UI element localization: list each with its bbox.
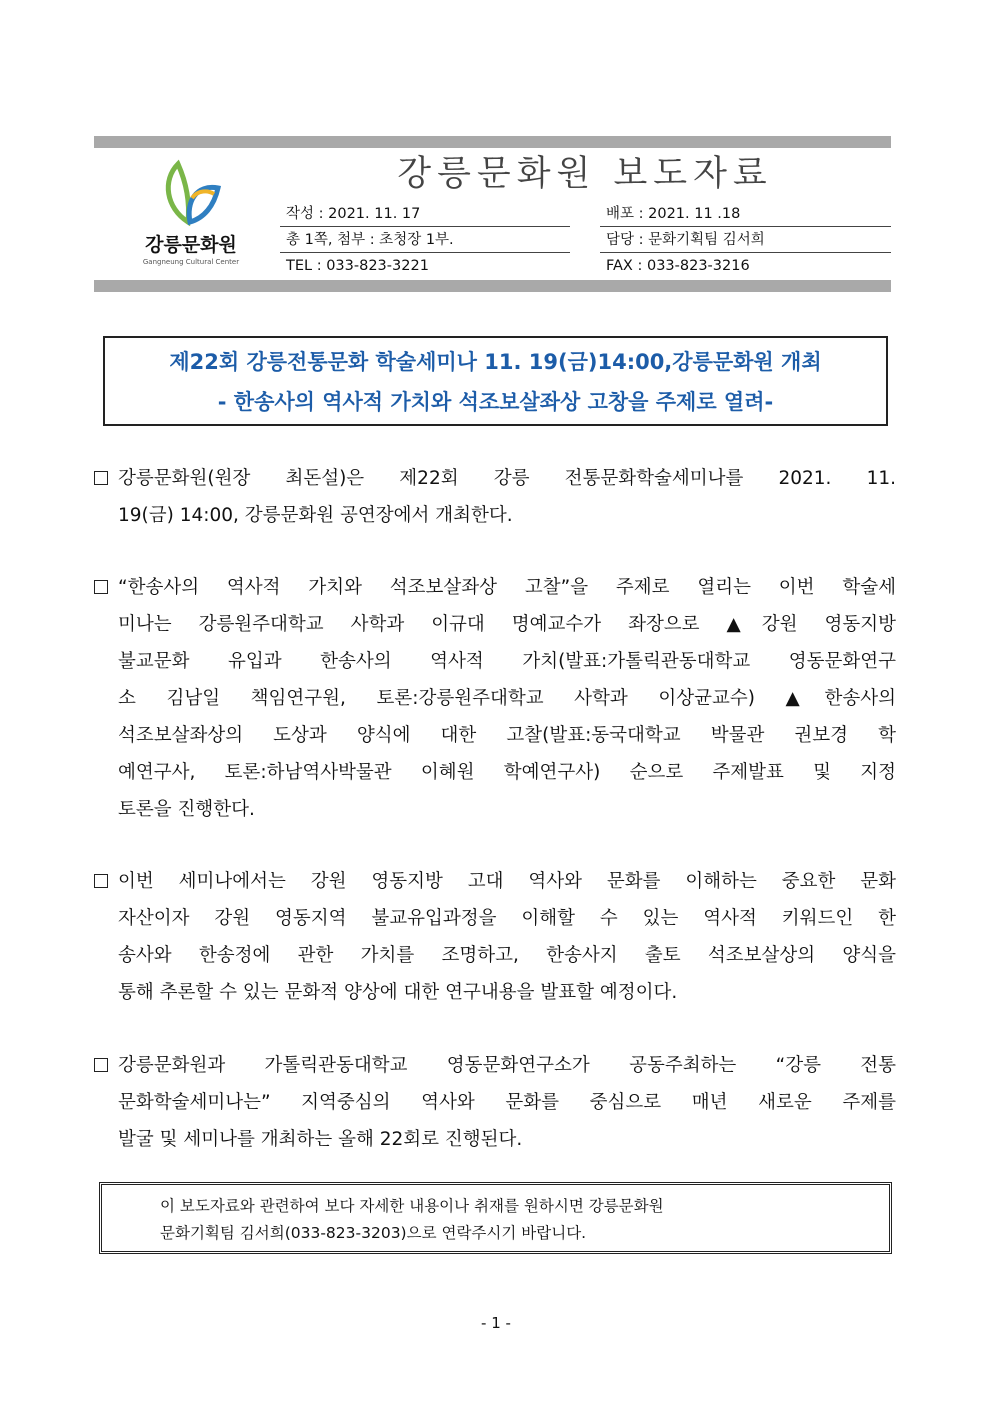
contact-line: 문화기획팀 김서희(033-823-3203)으로 연락주시기 바랍니다. [160,1224,587,1242]
checkbox-square-icon [94,471,108,485]
paragraph-1 [94,460,896,534]
paragraph-line: “한송사의 역사적 가치와 석조보살좌상 고찰”을 주제로 열리는 이번 학술세 [118,577,896,598]
paragraph-line: 강릉문화원(원장 최돈설)은 제22회 강릉 전통문화학술세미나를 2021. 11. [118,468,896,489]
logo-name: 강릉문화원 [145,234,237,256]
distributed-date: 배포 : 2021. 11 .18 [600,201,891,227]
checkbox-square-icon [94,1058,108,1072]
paragraph-4 [94,1047,896,1158]
paragraph-line: 석조보살좌상의 도상과 양식에 대한 고찰(발표:동국대학교 박물관 권보경 학 [118,725,896,746]
pages-info: 총 1쪽, 첨부 : 초청장 1부. [280,227,570,253]
contact-line: 이 보도자료와 관련하여 보다 자세한 내용이나 취재를 원하시면 강릉문화원 [160,1197,664,1215]
paragraph-line: 자산이자 강원 영동지역 불교유입과정을 이해할 수 있는 역사적 키워드인 한 [118,908,896,929]
tel-number: TEL : 033-823-3221 [286,258,429,274]
contact-person: 담당 : 문화기획팀 김서희 [600,227,891,253]
paragraph-line: 송사와 한송정에 관한 가치를 조명하고, 한송사지 출토 석조보살상의 양식을 [118,945,896,966]
logo [126,158,256,268]
paragraph-3 [94,863,896,1011]
page-title: 강릉문화원 보도자료 [397,154,773,194]
checkbox-square-icon [94,874,108,888]
paragraph-line: 19(금) 14:00, 강릉문화원 공연장에서 개최한다. [118,505,513,526]
header-bottom-bar [94,280,891,292]
logo-subtitle: Gangneung Cultural Center [142,258,240,266]
paragraph-line: 통해 추론할 수 있는 문화적 양상에 대한 연구내용을 발표할 예정이다. [118,982,678,1003]
paragraph-line: 예연구사, 토론:하남역사박물관 이혜원 학예연구사) 순으로 주제발표 및 지정 [118,762,896,783]
paragraph-line: 강릉문화원과 가톨릭관동대학교 영동문화연구소가 공동주최하는 “강릉 전통 [118,1055,896,1076]
logo-leaf-icon [156,158,226,228]
fax-number: FAX : 033-823-3216 [606,258,750,274]
headline-main: 제22회 강릉전통문화 학술세미나 11. 19(금)14:00,강릉문화원 개최 [169,350,822,374]
paragraph-2 [94,569,896,828]
headline-box [103,336,888,426]
paragraph-line: 문화학술세미나는” 지역중심의 역사와 문화를 중심으로 매년 새로운 주제를 [118,1092,896,1113]
page-number: - 1 - [481,1314,511,1332]
paragraph-line: 불교문화 유입과 한송사의 역사적 가치(발표:가톨릭관동대학교 영동문화연구 [118,651,896,672]
written-date: 작성 : 2021. 11. 17 [280,201,570,227]
paragraph-line: 토론을 진행한다. [118,799,255,820]
contact-box [99,1182,892,1254]
checkbox-square-icon [94,580,108,594]
paragraph-line: 발굴 및 세미나를 개최하는 올해 22회로 진행된다. [118,1129,523,1150]
paragraph-line: 소 김남일 책임연구원, 토론:강릉원주대학교 사학과 이상균교수) ▲한송사의 [118,688,896,709]
paragraph-line: 미나는 강릉원주대학교 사학과 이규대 명예교수가 좌장으로 ▲강원 영동지방 [118,614,896,635]
headline-sub: - 한송사의 역사적 가치와 석조보살좌상 고창을 주제로 열려- [217,390,774,414]
paragraph-line: 이번 세미나에서는 강원 영동지방 고대 역사와 문화를 이해하는 중요한 문화 [118,871,896,892]
